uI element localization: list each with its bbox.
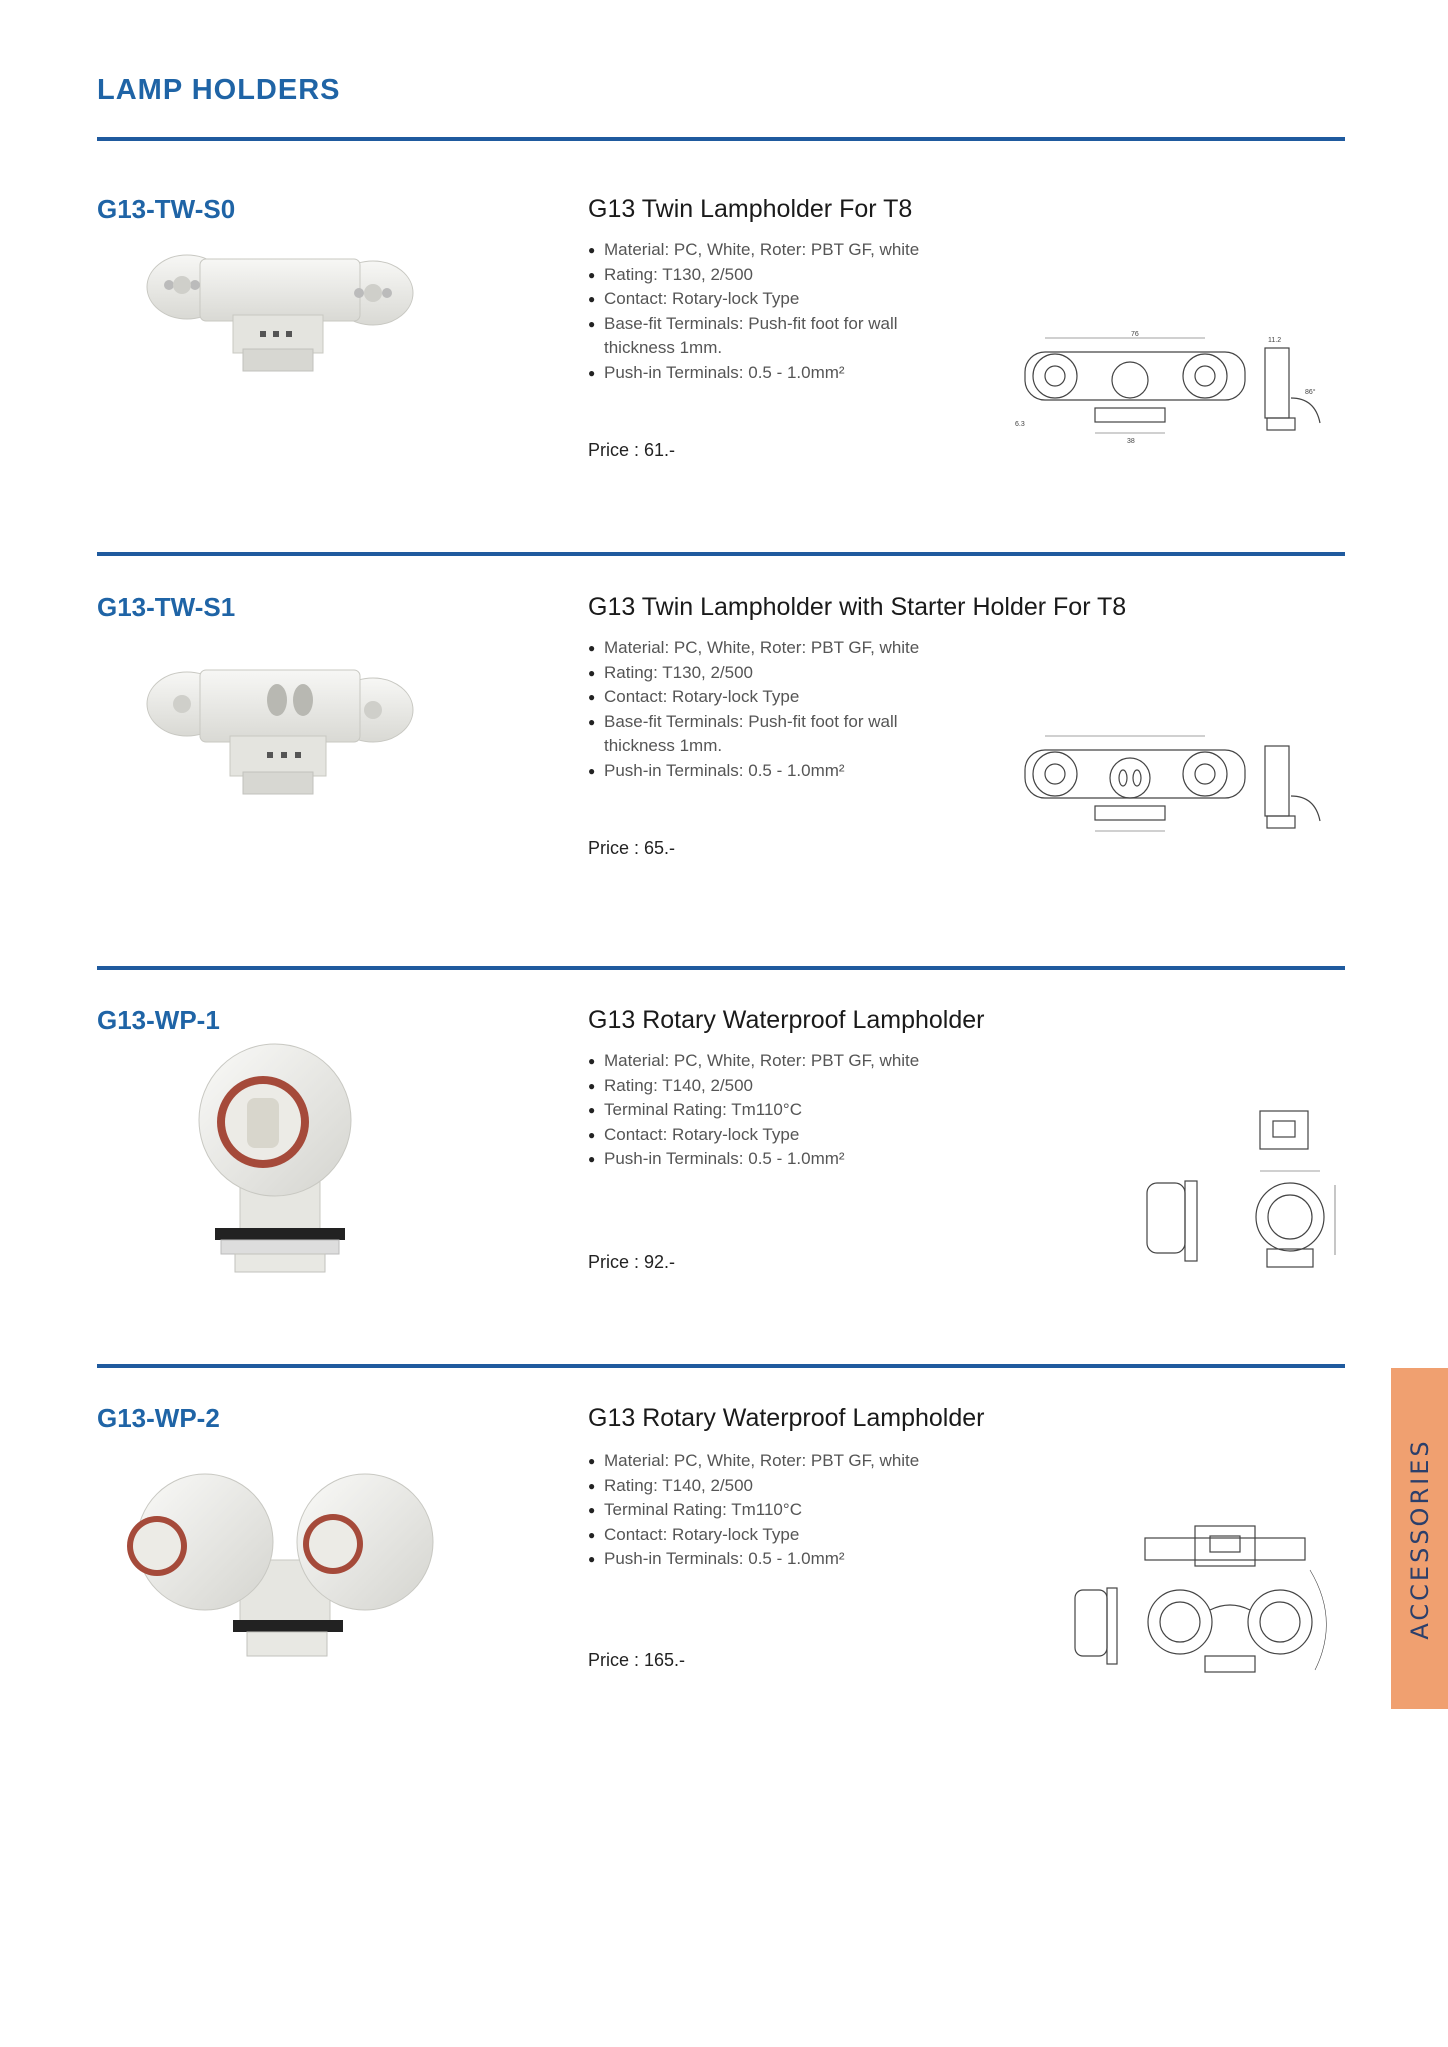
dim-small: 6.3 [1015,421,1025,428]
spec-item: ● Material: PC, White, Roter: PBT GF, white [588,1049,964,1074]
spec-item: ● Rating: T130, 2/500 [588,263,964,288]
spec-item: ● Terminal Rating: Tm110°C [588,1498,964,1523]
page-title: LAMP HOLDERS [97,74,341,106]
price: Price : 61.- [588,440,676,460]
price: Price : 65.- [588,838,676,858]
product-code: G13-TW-S0 [97,194,236,224]
product-title: G13 Twin Lampholder For T8 [588,195,913,223]
spec-item: ● Push-in Terminals: 0.5 - 1.0mm² [588,1547,964,1572]
spec-item: ● Base-fit Terminals: Push-fit foot for wall thickness 1mm. [588,710,964,759]
spec-item: ● Contact: Rotary-lock Type [588,685,964,710]
technical-drawing [1015,726,1345,856]
product-photo [145,245,415,395]
spec-item: ● Material: PC, White, Roter: PBT GF, white [588,238,964,263]
spec-item: ● Base-fit Terminals: Push-fit foot for wall thickness 1mm. [588,312,964,361]
spec-list [588,238,964,385]
product-photo [185,1040,365,1280]
technical-drawing [1065,1510,1345,1680]
section-rule [97,1364,1345,1368]
spec-item: ● Push-in Terminals: 0.5 - 1.0mm² [588,759,964,784]
section-tab [1391,1368,1448,1709]
section-rule [97,552,1345,556]
product-title: G13 Twin Lampholder with Starter Holder For T8 [588,593,1127,621]
product-photo [125,1470,445,1670]
section-rule [97,966,1345,970]
product-photo [145,660,415,810]
dim-width: 76 [1131,331,1139,338]
spec-item: ● Material: PC, White, Roter: PBT GF, white [588,1449,964,1474]
price: Price : 165.- [588,1650,686,1670]
technical-drawing [1015,328,1345,458]
spec-item: ● Push-in Terminals: 0.5 - 1.0mm² [588,1147,964,1172]
spec-item: ● Rating: T130, 2/500 [588,661,964,686]
spec-list [588,1449,964,1572]
spec-item: ● Contact: Rotary-lock Type [588,287,964,312]
spec-item: ● Rating: T140, 2/500 [588,1074,964,1099]
spec-list [588,636,964,783]
header-rule [97,137,1345,141]
spec-item: ● Contact: Rotary-lock Type [588,1523,964,1548]
dim-side: 11.2 [1268,337,1282,344]
spec-item: ● Rating: T140, 2/500 [588,1474,964,1499]
product-code: G13-WP-2 [97,1403,220,1433]
product-code: G13-WP-1 [97,1005,220,1035]
section-tab-label: ACCESSORIES [1405,1437,1434,1640]
product-code: G13-TW-S1 [97,592,236,622]
product-title: G13 Rotary Waterproof Lampholder [588,1404,985,1432]
dim-foot: 38 [1127,438,1135,445]
spec-item: ● Contact: Rotary-lock Type [588,1123,964,1148]
spec-item: ● Push-in Terminals: 0.5 - 1.0mm² [588,361,964,386]
dim-angle: 86° [1305,389,1316,396]
price: Price : 92.- [588,1252,676,1272]
product-title: G13 Rotary Waterproof Lampholder [588,1006,985,1034]
technical-drawing [1135,1105,1345,1275]
spec-list [588,1049,964,1172]
spec-item: ● Material: PC, White, Roter: PBT GF, white [588,636,964,661]
spec-item: ● Terminal Rating: Tm110°C [588,1098,964,1123]
